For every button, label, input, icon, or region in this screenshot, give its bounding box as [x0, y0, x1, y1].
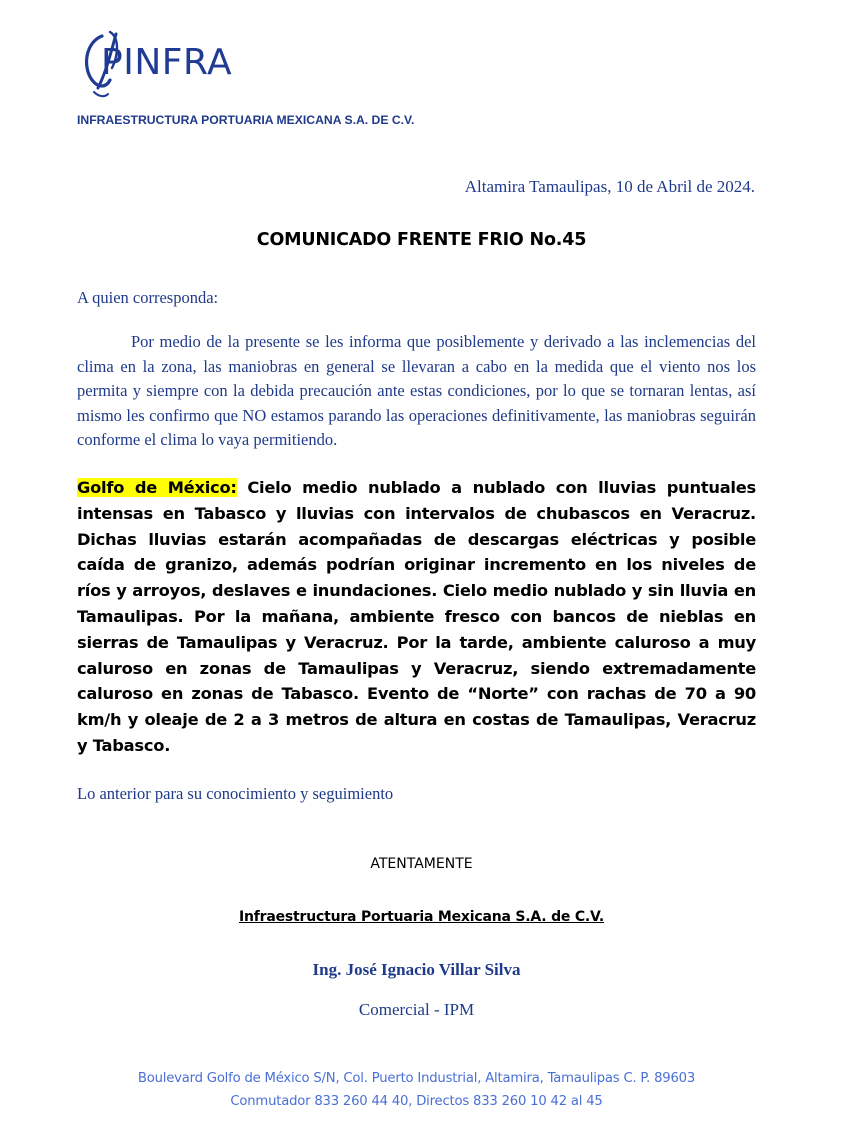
forecast-label-highlight: Golfo de México: [77, 478, 237, 497]
place-date: Altamira Tamaulipas, 10 de Abril de 2024. [464, 177, 755, 196]
greeting: A quien corresponda: [77, 288, 219, 307]
forecast-text: Cielo medio nublado a nublado con lluvias puntuales intensas en Tabasco y lluvias con intervalos de chubascos en Veracruz. Dichas lluvias estarán acompañadas de descargas eléctricas y posible caída de granizo, además podrían originar incremento en los niveles de ríos y arroyos, deslaves e inundaciones. Cielo medio nublado y sin lluvia en Tamaulipas. Por la mañana, ambiente fresco con bancos de nieblas en sierras de Tamaulipas y Veracruz. Por la tarde, ambiente caluroso a muy caluroso en zonas de Tamaulipas y Veracruz, siendo extremadamente caluroso en zonas de Tabasco. Evento de “Norte” con rachas de 70 a 90 km/h y oleaje de 2 a 3 metros de altura en costas de Tamaulipas, Veracruz y Tabasco. [77, 478, 756, 755]
forecast-paragraph [77, 475, 756, 759]
salutation: ATENTAMENTE [370, 856, 473, 872]
signatory-name: Ing. José Ignacio Villar Silva [312, 960, 521, 979]
body-paragraph: Por medio de la presente se les informa que posiblemente y derivado a las inclemencias del clima en la zona, las maniobras en general se llevaran a cabo en la medida que el viento nos los permita y siempre con la debida precaución ante estas condiciones, por lo que se tornaran lentas, así mismo les confirmo que NO estamos parando las operaciones definitivamente, las maniobras seguirán conforme el clima lo vaya permitiendo. [77, 332, 756, 450]
page-title: COMUNICADO FRENTE FRIO No.45 [256, 230, 587, 250]
logo-text: PINFRA [101, 42, 233, 83]
footer-phones: Conmutador 833 260 44 40, Directos 833 260 10 42 al 45 [230, 1094, 603, 1109]
closing-line: Lo anterior para su conocimiento y seguimiento [77, 784, 394, 803]
signatory-role: Comercial - IPM [358, 1000, 475, 1019]
company-header: INFRAESTRUCTURA PORTUARIA MEXICANA S.A. DE C.V. [77, 113, 415, 127]
signature-company: Infraestructura Portuaria Mexicana S.A. de C.V. [238, 909, 605, 925]
footer-address: Boulevard Golfo de México S/N, Col. Puerto Industrial, Altamira, Tamaulipas C. P. 89603 [137, 1071, 696, 1086]
